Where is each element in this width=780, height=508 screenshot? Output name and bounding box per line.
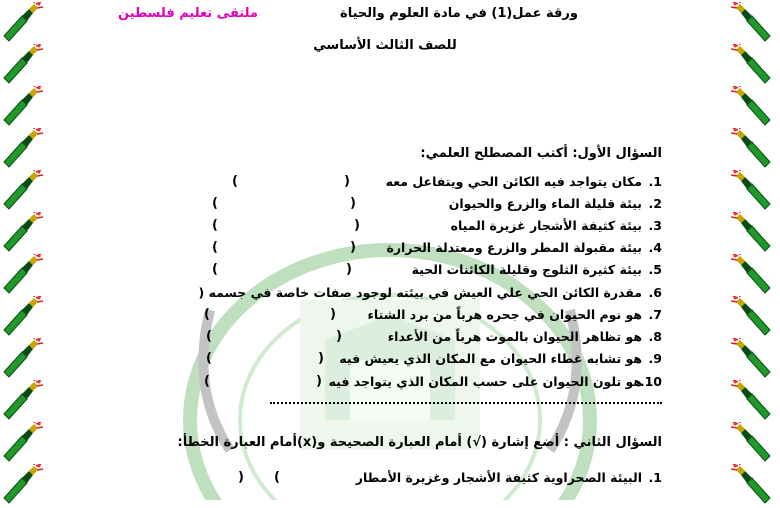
question1-heading: السؤال الأول: أكتب المصطلح العلمي: xyxy=(420,146,662,161)
item-text: البيئة الصحراوية كثيفة الأشجار وغزيرة الأمطار xyxy=(355,470,642,485)
champagne-bottle-icon xyxy=(730,86,774,126)
champagne-bottle-icon xyxy=(730,2,774,42)
champagne-bottle-icon xyxy=(0,296,44,336)
item-number: .9 xyxy=(648,351,662,366)
champagne-bottle-icon xyxy=(0,464,44,504)
answer-blank: ( xyxy=(212,240,218,255)
dotted-separator xyxy=(270,402,662,404)
answer-blank: ) xyxy=(238,470,244,485)
item-text: هو تظاهر الحيوان بالموت هرباً من الأعداء xyxy=(387,329,642,344)
list-item xyxy=(200,285,662,303)
answer-blank: ) xyxy=(344,174,350,189)
right-border xyxy=(730,0,774,500)
item-text: بيئة كثيفة الأشجار غزيرة المياه xyxy=(450,218,642,233)
item-number: .2 xyxy=(648,196,662,211)
item-number: .1 xyxy=(648,470,662,485)
list-item xyxy=(260,240,662,258)
list-item xyxy=(260,470,662,488)
champagne-bottle-icon xyxy=(730,254,774,294)
answer-blank: ) xyxy=(330,307,336,322)
list-item xyxy=(260,329,662,347)
champagne-bottle-icon xyxy=(0,212,44,252)
answer-blank: ) xyxy=(346,262,352,277)
item-number: .6 xyxy=(648,285,662,300)
item-text: بيئة مقبولة المطر والزرع ومعتدلة الحرارة xyxy=(386,240,642,255)
champagne-bottle-icon xyxy=(0,422,44,462)
item-number: .1 xyxy=(648,174,662,189)
champagne-bottle-icon xyxy=(0,254,44,294)
answer-blank: ) xyxy=(350,196,356,211)
champagne-bottle-icon xyxy=(0,170,44,210)
answer-blank: ( xyxy=(274,470,280,485)
list-item xyxy=(260,307,662,325)
grade-title: للصف الثالث الأساسي xyxy=(313,38,457,53)
answer-blank: ( xyxy=(212,218,218,233)
champagne-bottle-icon xyxy=(730,338,774,378)
champagne-bottle-icon xyxy=(730,212,774,252)
champagne-bottle-icon xyxy=(730,44,774,84)
item-number: .5 xyxy=(648,262,662,277)
item-text: هو نوم الحيوان في جحره هرباً من برد الشتاء xyxy=(367,307,642,322)
answer-blank: ( xyxy=(206,329,212,344)
item-number: .7 xyxy=(648,307,662,322)
champagne-bottle-icon xyxy=(0,2,44,42)
champagne-bottle-icon xyxy=(0,338,44,378)
champagne-bottle-icon xyxy=(730,128,774,168)
list-item xyxy=(260,218,662,236)
answer-blank: ( xyxy=(204,307,210,322)
answer-blank: ) xyxy=(350,240,356,255)
item-number: .4 xyxy=(648,240,662,255)
answer-blank: ) xyxy=(318,351,324,366)
champagne-bottle-icon xyxy=(0,44,44,84)
champagne-bottle-icon xyxy=(0,128,44,168)
champagne-bottle-icon xyxy=(0,380,44,420)
champagne-bottle-icon xyxy=(730,170,774,210)
answer-blank: ) xyxy=(336,329,342,344)
item-text: هو تلون الحيوان على حسب المكان الذي يتواجد فيه xyxy=(328,374,642,389)
left-border xyxy=(0,0,44,500)
item-number: .8 xyxy=(648,329,662,344)
item-text: مقدرة الكائن الحي علي العيش في بيئته لوجود صفات خاصة في جسمه ( xyxy=(198,285,642,300)
champagne-bottle-icon xyxy=(730,464,774,504)
item-text: هو تشابه غطاء الحيوان مع المكان الذي يعيش فيه xyxy=(339,351,642,366)
answer-blank: ( xyxy=(212,262,218,277)
list-item xyxy=(260,262,662,280)
question2-heading: السؤال الثاني : أضع إشارة (√) أمام العبارة الصحيحة و(x)أمام العبارة الخطأ: xyxy=(177,435,662,450)
forum-name: ملتقى تعليم فلسطين xyxy=(118,6,258,21)
list-item xyxy=(260,196,662,214)
list-item xyxy=(260,174,662,192)
answer-blank: ( xyxy=(204,374,210,389)
answer-blank: ( xyxy=(206,351,212,366)
item-text: بيئة كثيرة الثلوج وقليلة الكائنات الحية xyxy=(411,262,642,277)
item-text: مكان يتواجد فيه الكائن الحي ويتفاعل معه xyxy=(385,174,642,189)
answer-blank: ( xyxy=(212,196,218,211)
answer-blank: ( xyxy=(232,174,238,189)
answer-blank: ) xyxy=(316,374,322,389)
champagne-bottle-icon xyxy=(730,422,774,462)
champagne-bottle-icon xyxy=(730,296,774,336)
champagne-bottle-icon xyxy=(730,380,774,420)
item-text: بيئة قليلة الماء والزرع والحيوان xyxy=(448,196,642,211)
worksheet-title: ورقة عمل(1) في مادة العلوم والحياة xyxy=(340,6,578,21)
item-number: .3 xyxy=(648,218,662,233)
item-number: .10 xyxy=(639,374,662,389)
champagne-bottle-icon xyxy=(0,86,44,126)
answer-blank: ) xyxy=(354,218,360,233)
